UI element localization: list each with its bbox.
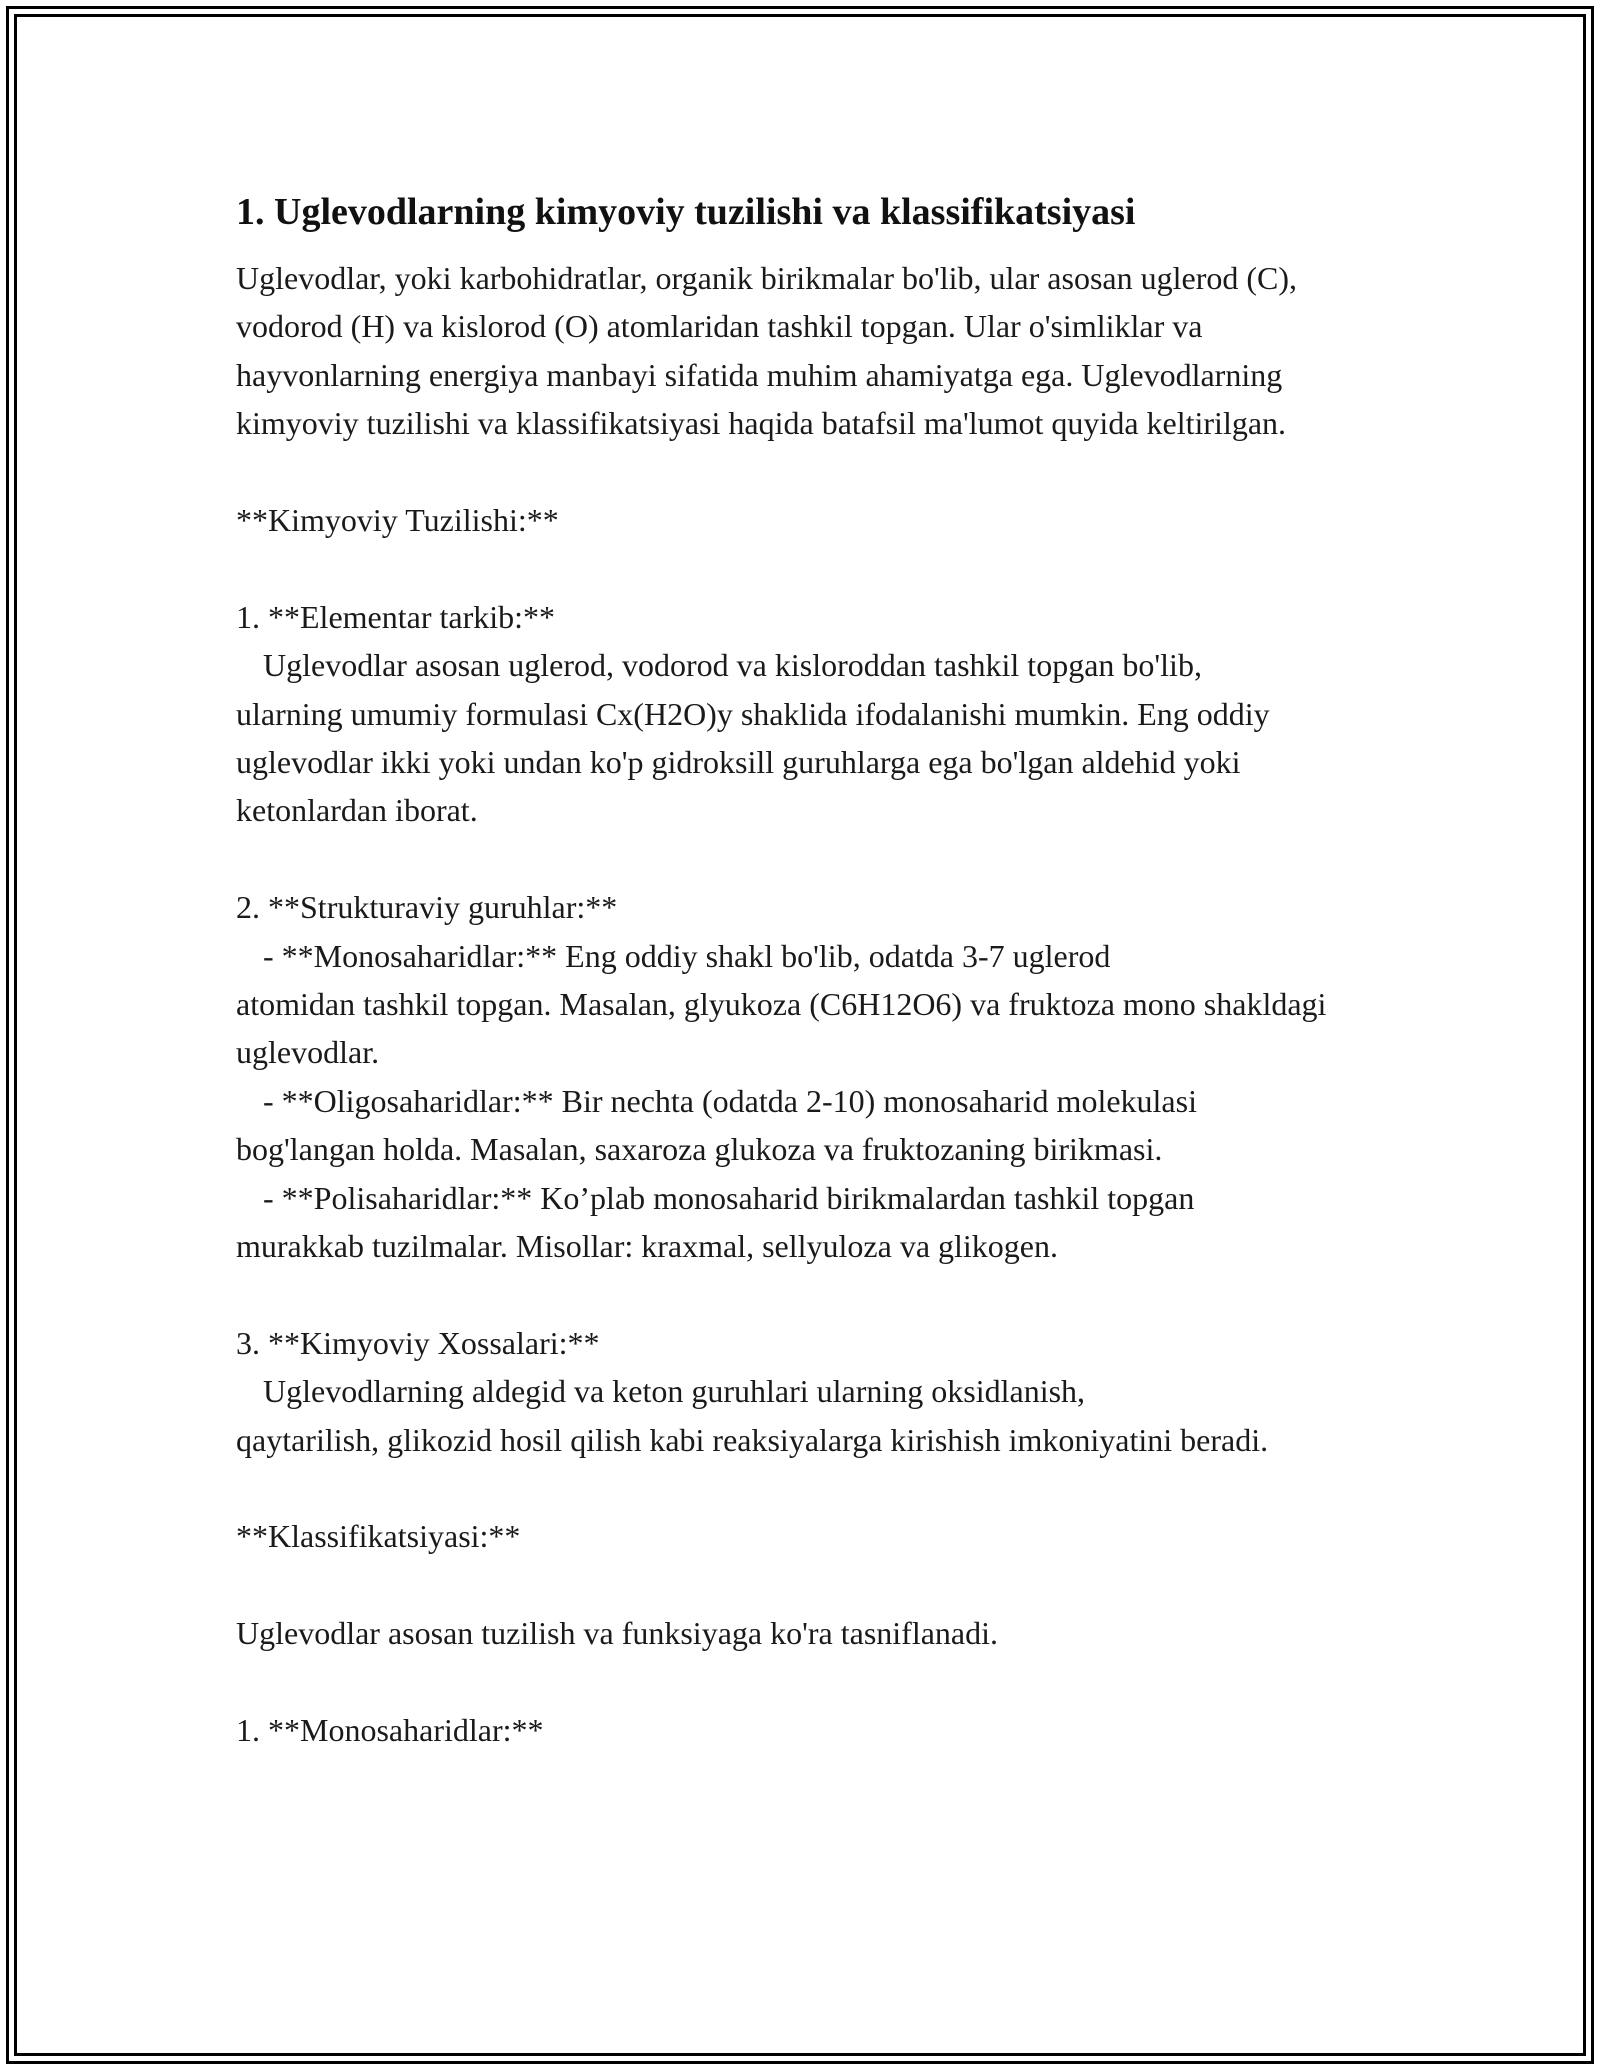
intro-paragraph: Uglevodlar, yoki karbohidratlar, organik birikmalar bo'lib, ular asosan uglerod (C), vodorod (H) va kislorod (O) atomlaridan tashkil topgan. Ular o'simliklar va hayvonlarning energiya manbayi sifatida muhim ahamiyatga ega. Uglevodlarning kimyoviy tuzilishi va klassifikatsiyasi haqida batafsil ma'lumot quyida keltirilgan. — [236, 260, 1305, 442]
document-title: 1. Uglevodlarning kimyoviy tuzilishi va klassifikatsiyasi — [236, 191, 1136, 233]
sub-item-oligosaccharides-first-line: - **Oligosaharidlar:** Bir nechta (odatda 2-10) monosaharid molekulasi — [263, 1082, 1197, 1119]
section-heading-classification: **Klassifikatsiyasi:** — [236, 1518, 521, 1555]
list-item-text: ularning umumiy formulasi Cx(H2O)y shaklida ifodalanishi mumkin. Eng oddiy uglevodlar ikki yoki undan ko'p gidroksill guruhlarga ega bo'lgan aldehid yoki ketonlardan iborat. — [236, 695, 1278, 829]
sub-item-oligosaccharides-text: bog'langan holda. Masalan, saxaroza glukoza va fruktozaning birikmasi. — [236, 1131, 1163, 1168]
sub-item-monosaccharides-first-line: - **Monosaharidlar:** Eng oddiy shakl bo'lib, odatda 3-7 uglerod — [263, 937, 1111, 974]
list-item-text-first-line: Uglevodlar asosan uglerod, vodorod va kisloroddan tashkil topgan bo'lib, — [263, 647, 1202, 684]
sub-item-monosaccharides-text: atomidan tashkil topgan. Masalan, glyukoza (C6H12O6) va fruktoza mono shakldagi uglevodlar. — [236, 986, 1335, 1071]
list-item-chemical-properties — [236, 1319, 1356, 1464]
sub-item-polysaccharides-first-line: - **Polisaharidlar:** Ko’plab monosaharid birikmalardan tashkil topgan — [263, 1179, 1195, 1216]
spacer — [236, 448, 1356, 496]
list-item-heading: 1. **Elementar tarkib:** — [236, 598, 556, 635]
sub-item-polysaccharides-text: murakkab tuzilmalar. Misollar: kraxmal, sellyuloza va glikogen. — [236, 1228, 1058, 1265]
list-item-heading-monosaccharides: 1. **Monosaharidlar:** — [236, 1712, 544, 1749]
spacer — [236, 1658, 1356, 1706]
list-item-elemental-composition — [236, 593, 1356, 835]
list-item-heading: 2. **Strukturaviy guruhlar:** — [236, 889, 618, 926]
spacer — [236, 1270, 1356, 1318]
list-item-text-first-line: Uglevodlarning aldegid va keton guruhlari ularning oksidlanish, — [263, 1373, 1086, 1410]
list-item-heading: 3. **Kimyoviy Xossalari:** — [236, 1324, 600, 1361]
spacer — [236, 1464, 1356, 1512]
list-item-structural-groups — [236, 883, 1356, 1270]
spacer — [236, 835, 1356, 883]
list-item-text: qaytarilish, glikozid hosil qilish kabi reaksiyalarga kirishish imkoniyatini beradi. — [236, 1421, 1269, 1458]
classification-intro: Uglevodlar asosan tuzilish va funksiyaga ko'ra tasniflanadi. — [236, 1615, 998, 1652]
spacer — [236, 544, 1356, 592]
spacer — [236, 1561, 1356, 1609]
document-body — [236, 188, 1356, 1754]
section-heading-structure: **Kimyoviy Tuzilishi:** — [236, 502, 559, 539]
